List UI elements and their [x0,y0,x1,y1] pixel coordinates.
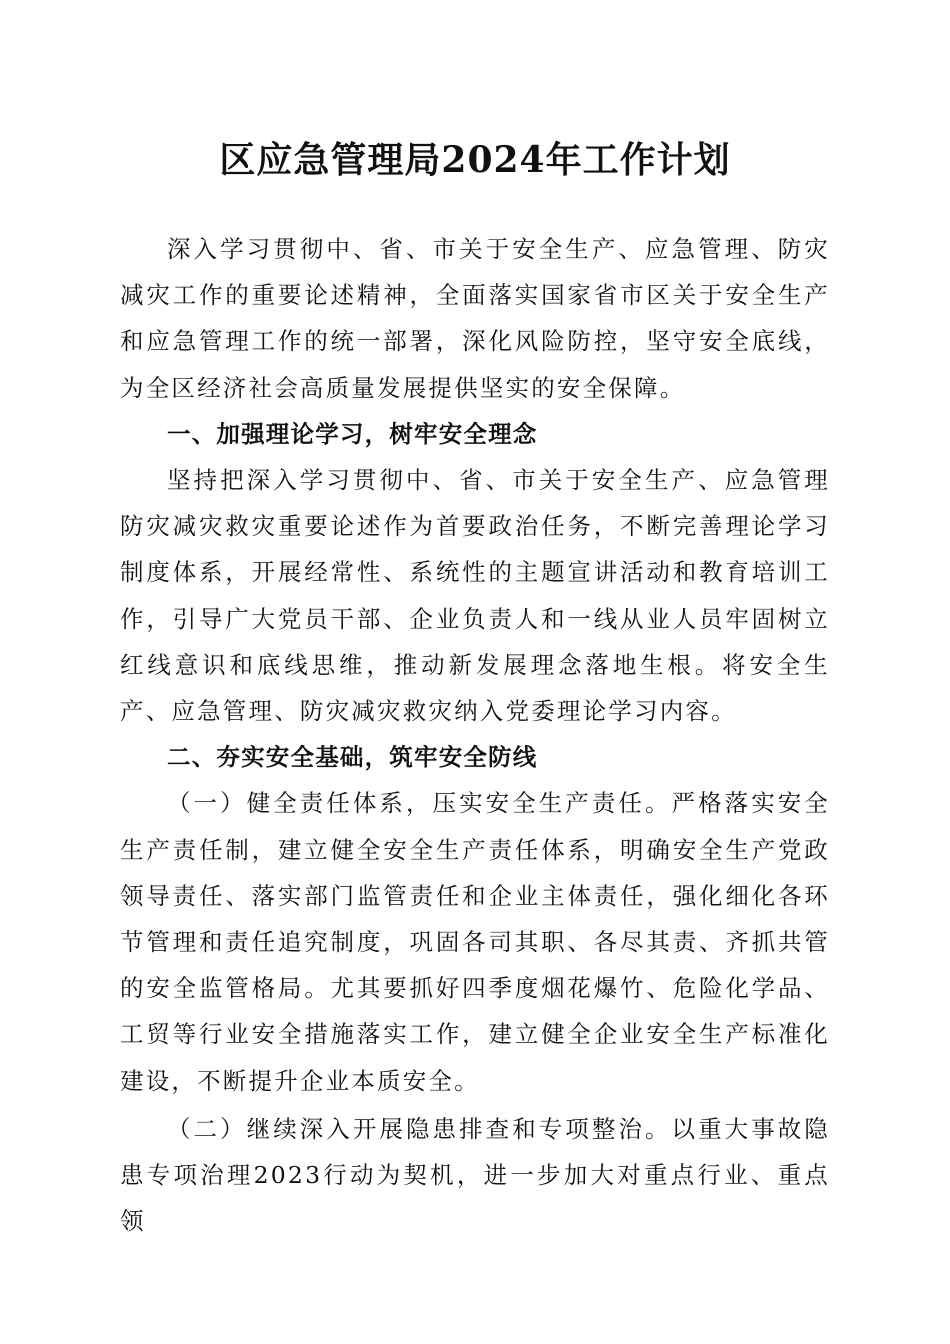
section-1-heading: 一、加强理论学习，树牢安全理念 [167,419,538,448]
document-body [120,226,830,1244]
document-title: 区应急管理局2024年工作计划 [219,139,731,181]
section-2-item-2: （二）继续深入开展隐患排查和专项整治。以重大事故隐患专项治理2023行动为契机，进一步加大对重点行业、重点领 [120,1114,830,1236]
section-2-heading: 二、夯实安全基础，筑牢安全防线 [167,743,538,772]
section-2-item-1: （一）健全责任体系，压实安全生产责任。严格落实安全生产责任制，建立健全安全生产责任体系，明确安全生产党政领导责任、落实部门监管责任和企业主体责任，强化细化各环节管理和责任追究制度，巩固各司其职、各尽其责、齐抓共管的安全监管格局。尤其要抓好四季度烟花爆竹、危险化学品、工贸等行业安全措施落实工作，建立健全企业安全生产标准化建设，不断提升企业本质安全。 [120,789,830,1095]
intro-paragraph: 深入学习贯彻中、省、市关于安全生产、应急管理、防灾减灾工作的重要论述精神，全面落实国家省市区关于安全生产和应急管理工作的统一部署，深化风险防控，坚守安全底线，为全区经济社会高质量发展提供坚实的安全保障。 [120,235,830,402]
section-1-paragraph: 坚持把深入学习贯彻中、省、市关于安全生产、应急管理防灾减灾救灾重要论述作为首要政治任务，不断完善理论学习制度体系，开展经常性、系统性的主题宣讲活动和教育培训工作，引导广大党员干部、企业负责人和一线从业人员牢固树立红线意识和底线思维，推动新发展理念落地生根。将安全生产、应急管理、防灾减灾救灾纳入党委理论学习内容。 [120,466,830,726]
